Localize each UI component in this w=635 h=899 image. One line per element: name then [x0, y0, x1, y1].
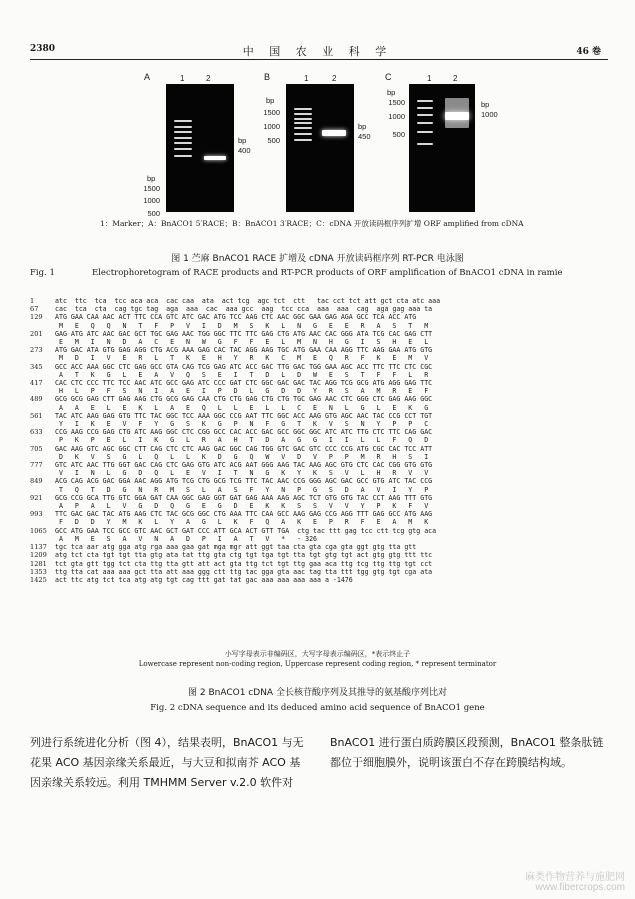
sequence-position: 417: [30, 379, 43, 388]
sequence-row: [30, 428, 610, 436]
sequence-row: [30, 477, 610, 485]
nucleotide-line: GAC AAG GTC AGC GGC CTT CAG CTC CTC AAG GAC GGC CAG TGG GTC GAC GTC CCC CCG ATG CGC CAC TCC ATT: [55, 444, 433, 453]
sequence-row: [30, 568, 610, 576]
amino-acid-line: T Q T D G N R M S L A S F Y N P G S D A V I Y P: [55, 485, 429, 494]
unit-label: bp: [481, 100, 490, 109]
amino-acid-line: A M E S A V N A D P I A T V * - 326: [55, 534, 318, 543]
sequence-row: [30, 527, 610, 535]
unit-label: bp: [238, 136, 247, 145]
panel-label: C: [385, 72, 392, 82]
amino-acid-line: Y I K E V F Y G S K G P N F G T K V S N Y P P C: [55, 420, 429, 429]
nucleotide-line: ttg tta cat aaa aaa gct tta att aaa ggg ctt ttg tac gga gta aac tag tta ttt tgg gtg tgt cga ata: [55, 567, 433, 576]
nucleotide-line: GAG ATG ATC AAC GAC GCT TGC GAG AAC TGG GGC TTC TTC GAG CTG ATG AAC CAC GGG ATA TCG CAC GAG CTT: [55, 329, 433, 338]
sequence-position: [30, 387, 55, 395]
lane-label: 2: [453, 74, 458, 83]
nucleotide-line: ACG CAG ACG GAC GGA AAC AGG ATG TCG CTG GCG TCG TTC TAC AAC CCG GGG AGC GAC GCC GTG ATC TAC CCG: [55, 477, 433, 486]
nucleotide-line: cac tca cta cag tgc tag aga aaa cac aaa gcc aag tcc cca aaa aaa cag aga gag aaa ta: [55, 305, 433, 314]
marker-label: bp: [266, 96, 275, 105]
nucleotide-line: GCG CCG GCA TTG GTC GGA GAT CAA GGC GAG GGT GAT GAG AAA AAG AGC TCT GTG GTG TAC CCT AAG TTT GTG: [55, 493, 433, 502]
sequence-position: 489: [30, 395, 43, 404]
marker-label: 1000: [143, 196, 160, 205]
lane-label: 1: [427, 74, 432, 83]
sequence-row: [30, 322, 610, 330]
sequence-position: [30, 420, 55, 428]
amino-acid-line: D K V S G L Q L L K D G Q W V D V P P M R H S I: [55, 452, 429, 461]
amino-acid-line: M E Q Q N T F P V I D M S K L N G E E R A S T M: [55, 321, 429, 330]
nucleotide-line: GCC ACC AAA GGC CTC GAG GCC GTA CAG TCG GAG ATC ACC GAC TTG GAC TGG GAA AGC ACC TTC TTC CTC CGC: [55, 362, 433, 371]
figure1-note: 1：Marker；A：BnACO1 5′RACE；B：BnACO1 3′RACE；C：cDNA 开放读码框序列扩增 ORF amplified from cDNA: [100, 219, 524, 228]
sequence-row: [30, 469, 610, 477]
amino-acid-line: A P A L V G D Q G E G D E K K S S V V Y P K F V: [55, 502, 429, 511]
figure2-note-en: Lowercase represent non-coding region, Uppercase represent coding region, * represent terminator: [138, 660, 497, 668]
sequence-position: 561: [30, 411, 43, 420]
gel-panel-b: [258, 72, 398, 212]
sequence-row: [30, 518, 610, 526]
sequence-row: [30, 338, 610, 346]
sequence-position: 705: [30, 444, 43, 453]
sequence-position: [30, 322, 55, 330]
sequence-position: 1065: [30, 526, 47, 535]
marker-label: bp: [147, 174, 156, 183]
figure1-caption-en-label: Fig. 1: [30, 268, 55, 278]
sequence-row: [30, 371, 610, 379]
sequence-row: [30, 395, 610, 403]
amino-acid-line: M D I V E R L T K E H Y R K C M E Q R F K E M V: [55, 354, 429, 363]
marker-label: 1500: [263, 108, 280, 117]
nucleotide-line: CCG AAG CCG GAG CTG ATC AAG GGC CTC CGG GCC CAC ACC GAC GCC GGC GGC ATC ATC TTG CTC TTC CAG GAC: [55, 428, 433, 437]
sequence-row: [30, 387, 610, 395]
lane-label: 2: [332, 74, 337, 83]
sequence-position: 1425: [30, 575, 47, 584]
nucleotide-line: GCG GCG GAG CTT GAG AAG CTG GCG GAG CAA CTG CTG GAG CTG CTG TGC GAG AAC CTC GGG CTC GAG AAG GGC: [55, 395, 433, 404]
sequence-row: [30, 560, 610, 568]
sequence-position: [30, 436, 55, 444]
sequence-position: [30, 453, 55, 461]
amino-acid-line: H L P F S N I A E I P D L G D D Y R S A M R E F: [55, 387, 429, 396]
sequence-row: [30, 502, 610, 510]
nucleotide-line: ATG GAA CAA AAC ACT TTC CCA GTC ATC GAC ATG TCC AAG CTC AAC GGC GAA GAG AGA GCC TCA ACC ATG: [55, 313, 417, 322]
nucleotide-line: atg tct cta tgt tgt tta gtg ata tat ttg gta ctg tgt tga tgt tta tgt gtg tgt act gtg gtg ttt ttc: [55, 551, 433, 560]
sequence-position: [30, 469, 55, 477]
sequence-position: [30, 354, 55, 362]
amino-acid-line: A A E L E K L A E Q L L E L L C E N L G L E K G: [55, 403, 429, 412]
lane-label: 2: [206, 74, 211, 83]
sequence-position: [30, 518, 55, 526]
marker-label: 1000: [388, 112, 405, 121]
sequence-row: [30, 379, 610, 387]
sequence-position: 1353: [30, 567, 47, 576]
watermark-url: www.fibercrops.com: [535, 882, 625, 893]
sequence-position: 1209: [30, 551, 47, 560]
sequence-position: 1281: [30, 559, 47, 568]
page-number: 2380: [30, 44, 56, 54]
watermark-text: 麻类作物营养与施肥网: [525, 872, 625, 883]
figure1-caption-cn: 图 1 苎麻 BnACO1 RACE 扩增及 cDNA 开放读码框序列 RT-PCR 电泳图: [171, 254, 464, 264]
product-size: 1000: [481, 110, 498, 119]
sequence-row: [30, 354, 610, 362]
marker-label: 1000: [263, 122, 280, 131]
sequence-block: [30, 297, 610, 584]
gel-panel-a: [130, 72, 270, 218]
sequence-row: [30, 346, 610, 354]
body-text-right: BnACO1 进行蛋白质跨膜区段预测，BnACO1 整条肽链都位于细胞膜外，说明该蛋白不存在跨膜结构域。: [330, 736, 604, 769]
volume-number: 46 卷: [576, 47, 601, 57]
sequence-row: [30, 461, 610, 469]
sequence-position: 273: [30, 346, 43, 355]
sequence-row: [30, 543, 610, 551]
product-size: 450: [358, 132, 371, 141]
sequence-row: [30, 453, 610, 461]
sequence-row: [30, 404, 610, 412]
sequence-position: 633: [30, 428, 43, 437]
sequence-position: 849: [30, 477, 43, 486]
sequence-position: [30, 371, 55, 379]
nucleotide-line: tgc tca aar atg gga atg rga aaa gaa gat mga mgr att ggt taa cta gta cga gta ggt gtg tta gtt: [55, 543, 417, 552]
lane-label: 1: [180, 74, 185, 83]
sequence-position: 345: [30, 362, 43, 371]
nucleotide-line: GCC ATG GAA TCC GCC GTC AAC GCT GAT CCC ATT GCA ACT GTT TGA ctg tac ttt gag tcc ctt tcg gtg aca: [55, 526, 437, 535]
sequence-position: 921: [30, 493, 43, 502]
nucleotide-line: atc ttc tca tcc aca aca cac caa ata act tcg agc tct ctt tac cct tct att gct cta atc aaa: [55, 297, 441, 305]
sequence-row: [30, 436, 610, 444]
sequence-row: [30, 510, 610, 518]
sequence-row: [30, 445, 610, 453]
sequence-row: [30, 420, 610, 428]
amino-acid-line: E M I N D A C E N W G F F E L M N H G I S H E L: [55, 338, 429, 347]
figure1-caption-en: Electrophoretogram of RACE products and RT-PCR products of ORF amplification of BnACO1 cDNA in ramie: [92, 268, 563, 278]
sequence-row: [30, 297, 610, 305]
nucleotide-line: CAC CTC CCC TTC TCC AAC ATC GCC GAG ATC CCC GAT CTC GGC GAC GAC TAC AGG TCG GCG ATG AGG GAG TTC: [55, 379, 433, 388]
gel-image: [409, 84, 475, 212]
nucleotide-line: ATG GAC ATA GTG GAG AGG CTG ACG AAA GAG CAC TAC AGG AAG TGC ATG GAA CAA AGG TTC AAG GAA ATG GTG: [55, 346, 433, 355]
marker-label: 1500: [143, 184, 160, 193]
amino-acid-line: V I N L G D Q L E V I T N G K Y K S V L H R V V: [55, 469, 429, 478]
figure2-caption-cn: 图 2 BnACO1 cDNA 全长核苷酸序列及其推导的氨基酸序列比对: [188, 688, 447, 698]
sequence-position: [30, 535, 55, 543]
journal-title: 中 国 农 业 科 学: [242, 45, 393, 58]
sequence-position: 67: [30, 305, 39, 314]
sequence-row: [30, 576, 610, 584]
nucleotide-line: GTC ATC AAC TTG GGT GAC CAG CTC GAG GTG ATC ACG AAT GGG AAG TAC AAG AGC GTG CTC CAC CGG GTG GTG: [55, 461, 433, 470]
sequence-position: [30, 404, 55, 412]
body-text-left: 列进行系统进化分析（图 4），结果表明，BnACO1 与无花果 ACO 基因亲缘关系最近，与大豆和拟南芥 ACO 基因亲缘关系较远。利用 TMHMM Server v.2.0 软件对: [30, 736, 304, 789]
product-size: 400: [238, 146, 251, 155]
sequence-position: [30, 486, 55, 494]
nucleotide-line: TTC GAC GAC TAC ATG AAG CTC TAC GCG GGC CTG AAA TTC CAA GCC AAG GAG CCG AGG TTT GAG GCC ATG AAG: [55, 510, 433, 519]
sequence-position: 993: [30, 510, 43, 519]
nucleotide-line: tct gta gtt tgg tct cta ttg tta gtt att act gta ttg tct tgt ttg gaa aca ttg tcg ttg ttg tgt cct: [55, 559, 433, 568]
panel-label: A: [144, 72, 151, 82]
sequence-row: [30, 551, 610, 559]
sequence-position: [30, 338, 55, 346]
header-rule: [30, 59, 608, 60]
sequence-row: [30, 494, 610, 502]
marker-label: 1500: [388, 98, 405, 107]
sequence-row: [30, 313, 610, 321]
sequence-row: [30, 363, 610, 371]
gel-image: [166, 84, 234, 212]
lane-label: 1: [304, 74, 309, 83]
nucleotide-line: act ttc atg tct tca atg atg tgt cag ttt gat tat gac aaa aaa aaa aaa a -1476: [55, 575, 353, 584]
marker-label: 500: [267, 136, 280, 145]
sequence-row: [30, 305, 610, 313]
sequence-position: 1: [30, 297, 35, 305]
marker-label: 500: [392, 130, 405, 139]
sequence-row: [30, 535, 610, 543]
sequence-position: [30, 502, 55, 510]
figure2-note-cn: 小写字母表示非编码区，大写字母表示编码区，*表示终止子: [224, 650, 411, 658]
sequence-row: [30, 330, 610, 338]
sequence-position: 201: [30, 329, 43, 338]
sequence-position: 1137: [30, 543, 47, 552]
sequence-position: 129: [30, 313, 43, 322]
marker-label: bp: [387, 88, 396, 97]
nucleotide-line: TAC ATC AAG GAG GTG TTC TAC GGC TCC AAA GGC CCG AAT TTC GGC ACC AAG GTG AGC AAC TAC CCG CCT TGT: [55, 411, 433, 420]
amino-acid-line: P K P E L I K G L R A H T D A G G I I L L F Q D: [55, 436, 429, 445]
figure2-caption-en: Fig. 2 cDNA sequence and its deduced amino acid sequence of BnACO1 gene: [150, 703, 485, 713]
gel-image: [286, 84, 354, 212]
amino-acid-line: A T K G L E A V Q S E I T D L D W E S T F F L R: [55, 370, 429, 379]
sequence-row: [30, 486, 610, 494]
unit-label: bp: [358, 122, 367, 131]
sequence-row: [30, 412, 610, 420]
sequence-position: 777: [30, 461, 43, 470]
gel-panel-c: [385, 72, 525, 212]
panel-label: B: [264, 72, 271, 82]
marker-label: 500: [147, 209, 160, 218]
amino-acid-line: F D D Y M K L Y A G L K F Q A K E P R F E A M K: [55, 518, 429, 527]
